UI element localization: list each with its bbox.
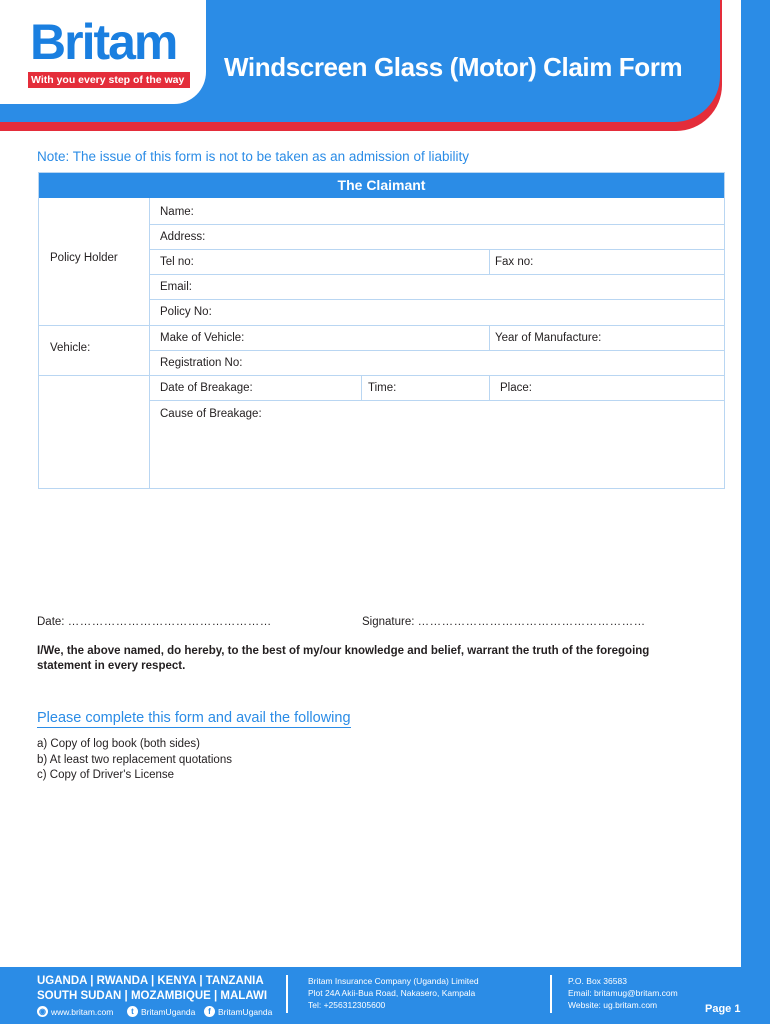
cause-of-breakage-label: Cause of Breakage: [160,408,262,420]
column-divider [489,325,490,350]
facebook-icon: f [204,1006,215,1017]
globe-icon: ◉ [37,1006,48,1017]
fax-field[interactable] [544,252,719,272]
make-of-vehicle-field[interactable] [259,328,484,348]
policy-no-field[interactable] [224,302,719,322]
time-label: Time: [368,382,397,394]
list-item: c) Copy of Driver's License [37,769,175,781]
logo-tagline: With you every step of the way [28,72,190,88]
date-of-breakage-field[interactable] [269,378,357,398]
column-divider [361,375,362,400]
claimant-heading: The Claimant [39,173,724,198]
row-divider [39,325,725,326]
email-field[interactable] [204,277,719,297]
fax-label: Fax no: [495,256,534,268]
declaration-text: I/We, the above named, do hereby, to the best of my/our knowledge and belief, warrant the truth of the foregoing statement in every respect. [37,645,650,672]
column-divider [149,198,150,489]
facebook-link[interactable] [204,1006,272,1017]
row-divider [39,375,725,376]
contact-website: Website: ug.britam.com [568,1000,658,1010]
date-dots: …………………………………………… [67,616,272,628]
name-label: Name: [160,206,194,218]
registration-no-label: Registration No: [160,357,243,369]
requirements-heading: Please complete this form and avail the following [37,710,351,726]
twitter-handle: BritamUganda [141,1006,196,1017]
side-strip [741,0,770,1024]
list-item: a) Copy of log book (both sides) [37,738,201,750]
place-field[interactable] [544,378,719,398]
liability-note: Note: The issue of this form is not to be taken as an admission of liability [37,149,469,164]
make-of-vehicle-label: Make of Vehicle: [160,332,245,344]
website-text: www.britam.com [51,1006,114,1017]
cause-of-breakage-field[interactable] [160,425,720,485]
address-field[interactable] [219,227,719,247]
company-name: Britam Insurance Company (Uganda) Limited [308,976,479,986]
year-of-manufacture-field[interactable] [619,328,719,348]
place-label: Place: [500,382,532,394]
countries-line-1: UGANDA | RWANDA | KENYA | TANZANIA [37,975,264,987]
form-title: Windscreen Glass (Motor) Claim Form [224,52,683,82]
row-divider [149,350,725,351]
britam-logo: Britam [30,14,177,70]
website-link[interactable] [37,1006,113,1017]
date-label: Date: [37,616,65,628]
requirements-list [37,737,232,784]
policy-no-label: Policy No: [160,306,212,318]
column-divider [489,249,490,274]
row-divider [149,249,725,250]
tel-label: Tel no: [160,256,194,268]
contact-email: Email: britamug@britam.com [568,988,678,998]
twitter-icon: t [127,1006,138,1017]
tel-field[interactable] [204,252,484,272]
signature-dots: ………………………………………………… [417,616,646,628]
countries-line-2: SOUTH SUDAN | MOZAMBIQUE | MALAWI [37,990,268,1002]
registration-no-field[interactable] [259,353,719,373]
signature-line[interactable] [362,616,646,628]
page-number: Page 1 [705,1003,741,1015]
date-line[interactable] [37,616,272,628]
email-label: Email: [160,281,192,293]
footer [0,967,770,1024]
twitter-link[interactable] [127,1006,195,1017]
policy-holder-label: Policy Holder [50,252,118,264]
year-of-manufacture-label: Year of Manufacture: [495,332,602,344]
footer-divider [550,975,552,1013]
column-divider [489,375,490,400]
date-of-breakage-label: Date of Breakage: [160,382,253,394]
address-label: Address: [160,231,206,243]
row-divider [149,299,725,300]
row-divider [149,400,725,401]
list-item: b) At least two replacement quotations [37,753,232,766]
footer-divider [286,975,288,1013]
time-field[interactable] [404,378,484,398]
row-divider [149,224,725,225]
vehicle-label: Vehicle: [50,342,91,354]
row-divider [149,274,725,275]
signature-label: Signature: [362,616,415,628]
facebook-handle: BritamUganda [218,1006,273,1017]
po-box: P.O. Box 36583 [568,976,627,986]
company-address: Plot 24A Akii-Bua Road, Nakasero, Kampala [308,988,476,998]
company-tel: Tel: +256312305600 [308,1000,386,1010]
name-field[interactable] [209,202,719,222]
claimant-table [38,172,725,489]
